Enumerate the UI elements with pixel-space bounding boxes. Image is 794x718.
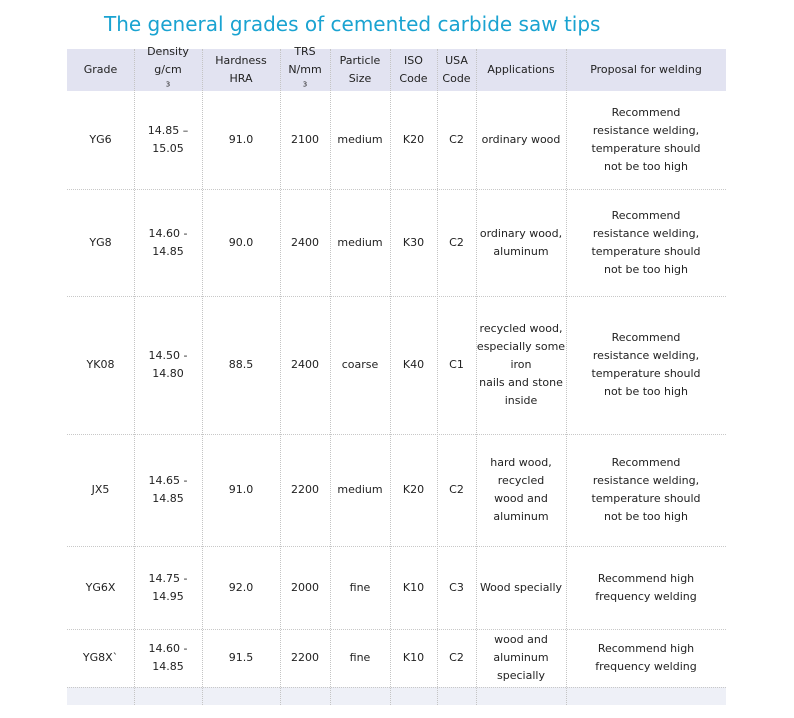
header-line	[399, 70, 427, 88]
welding-text	[591, 104, 700, 176]
density-line: 14.85	[152, 660, 184, 673]
density-line: 14.60 -	[148, 226, 188, 240]
header-weld	[566, 49, 726, 91]
header-trs-text	[288, 43, 321, 97]
header-line	[84, 61, 118, 79]
particle-value: fine	[349, 580, 371, 594]
header-label: TRS	[294, 45, 316, 58]
density-cell	[134, 434, 202, 546]
density-text	[149, 640, 188, 676]
header-app	[476, 49, 566, 91]
hardness-cell	[202, 91, 280, 189]
hardness-cell	[202, 546, 280, 629]
header-line	[399, 52, 427, 70]
iso-cell	[390, 546, 437, 629]
welding-line: temperature should	[591, 244, 701, 258]
applications-line: aluminum	[493, 244, 549, 258]
density-line: 14.85	[152, 492, 184, 505]
header-grade	[67, 49, 134, 91]
welding-cell	[566, 546, 726, 629]
applications-line: wood and aluminum	[493, 492, 549, 523]
usa-cell	[437, 434, 476, 546]
density-cell	[134, 546, 202, 629]
particle-value: coarse	[341, 358, 379, 371]
applications-text	[482, 131, 561, 149]
header-label: Grade	[83, 63, 118, 76]
applications-cell	[476, 546, 566, 629]
welding-line: not be too high	[603, 262, 688, 276]
welding-line: temperature should	[591, 492, 701, 505]
grade-value: YG8	[89, 235, 112, 249]
density-line: 14.85	[152, 244, 184, 258]
header-label: USA	[445, 54, 468, 67]
welding-line: Recommend	[611, 208, 681, 222]
particle-cell	[330, 296, 390, 434]
header-line	[442, 70, 470, 88]
usa-value: C2	[449, 651, 464, 664]
applications-line: especially some iron	[476, 340, 566, 371]
applications-line: ordinary wood	[481, 133, 561, 146]
header-label: N/mm	[288, 63, 322, 76]
grade-value: YG8X`	[82, 651, 119, 664]
usa-value: C2	[449, 133, 464, 146]
hardness-value: 92.0	[228, 580, 254, 594]
iso-value: K30	[402, 235, 425, 249]
header-usa	[437, 49, 476, 91]
welding-text	[591, 207, 700, 279]
welding-cell	[566, 296, 726, 434]
trs-value: 2400	[291, 358, 319, 371]
density-line: 15.05	[152, 142, 184, 155]
applications-line: ordinary wood,	[479, 226, 563, 240]
grade-cell	[67, 434, 134, 546]
header-app-text	[487, 61, 554, 79]
applications-cell	[476, 91, 566, 189]
welding-line: not be too high	[603, 510, 688, 523]
density-line: 14.65 -	[148, 474, 188, 487]
applications-line: recycled wood,	[479, 322, 563, 335]
welding-line: temperature should	[591, 142, 701, 155]
grade-cell	[67, 296, 134, 434]
header-trs	[280, 45, 330, 91]
usa-cell	[437, 189, 476, 296]
density-text	[148, 122, 189, 158]
usa-cell	[437, 296, 476, 434]
applications-text	[476, 320, 566, 410]
row-divider	[67, 687, 726, 688]
welding-line: not be too high	[603, 385, 688, 398]
iso-value: K10	[402, 651, 425, 664]
welding-line: Recommend	[611, 456, 681, 469]
welding-text	[595, 640, 696, 676]
grade-value: JX5	[91, 483, 110, 496]
welding-line: Recommend high	[597, 571, 695, 585]
welding-cell	[566, 434, 726, 546]
hardness-cell	[202, 189, 280, 296]
usa-value: C2	[449, 235, 464, 249]
page-title: The general grades of cemented carbide saw tips	[104, 12, 601, 36]
header-iso	[390, 49, 437, 91]
table-bottom-band	[67, 687, 726, 705]
particle-cell	[330, 629, 390, 687]
grade-value: YG6X	[85, 580, 116, 594]
trs-value: 2100	[291, 133, 319, 146]
header-density-text	[147, 43, 189, 97]
welding-cell	[566, 629, 726, 687]
iso-cell	[390, 189, 437, 296]
density-line: 14.75 -	[148, 571, 188, 585]
density-cell	[134, 296, 202, 434]
header-weld-text	[590, 61, 702, 79]
header-superscript: 3	[302, 80, 308, 89]
applications-cell	[476, 434, 566, 546]
welding-line: Recommend high	[597, 642, 695, 655]
hardness-value: 91.0	[228, 483, 254, 496]
header-line	[442, 52, 470, 70]
hardness-cell	[202, 296, 280, 434]
header-grade-text	[84, 61, 118, 79]
density-text	[149, 472, 188, 508]
hardness-value: 88.5	[228, 358, 254, 371]
applications-line: specially	[497, 669, 545, 682]
welding-line: frequency welding	[595, 589, 697, 603]
density-line: 14.80	[152, 367, 184, 380]
trs-value: 2400	[291, 235, 319, 249]
welding-cell	[566, 189, 726, 296]
welding-cell	[566, 91, 726, 189]
density-cell	[134, 189, 202, 296]
header-label: HRA	[229, 72, 253, 85]
welding-line: frequency welding	[595, 660, 697, 673]
applications-line: wood and aluminum	[493, 633, 549, 664]
particle-value: medium	[337, 235, 383, 249]
header-label: Density	[147, 45, 189, 58]
density-text	[149, 225, 188, 261]
grade-value: YG6	[89, 133, 112, 146]
header-particle-text	[340, 52, 381, 88]
trs-value: 2200	[291, 651, 319, 664]
particle-cell	[330, 546, 390, 629]
header-hardness	[202, 49, 280, 91]
applications-cell	[476, 296, 566, 434]
header-line	[215, 70, 267, 88]
grade-cell	[67, 189, 134, 296]
density-line: 14.60 -	[148, 642, 188, 655]
welding-line: resistance welding,	[592, 474, 700, 487]
welding-text	[591, 454, 700, 526]
trs-value: 2000	[291, 580, 319, 594]
welding-line: Recommend	[611, 106, 681, 119]
particle-value: medium	[337, 133, 383, 146]
iso-value: K10	[402, 580, 425, 594]
applications-text	[480, 225, 562, 261]
welding-line: Recommend	[611, 331, 681, 344]
header-label: Proposal for welding	[590, 63, 702, 76]
header-line	[147, 43, 189, 61]
applications-line: nails and stone inside	[479, 376, 563, 407]
density-cell	[134, 91, 202, 189]
applications-cell	[476, 189, 566, 296]
iso-value: K20	[402, 133, 425, 146]
welding-line: not be too high	[603, 160, 688, 173]
trs-cell	[280, 434, 330, 546]
header-hardness-text	[215, 52, 267, 88]
iso-cell	[390, 91, 437, 189]
hardness-cell	[202, 434, 280, 546]
header-label: Code	[399, 72, 428, 85]
usa-cell	[437, 629, 476, 687]
header-label: g/cm	[154, 63, 182, 76]
density-text	[149, 347, 188, 383]
applications-cell	[476, 629, 566, 687]
iso-value: K20	[402, 483, 425, 496]
iso-cell	[390, 629, 437, 687]
grade-cell	[67, 546, 134, 629]
welding-line: resistance welding,	[592, 124, 700, 137]
hardness-value: 91.5	[228, 651, 254, 664]
header-label: Code	[442, 72, 471, 85]
header-label: Applications	[487, 63, 555, 76]
carbide-grades-table	[67, 45, 726, 705]
header-particle	[330, 49, 390, 91]
trs-cell	[280, 91, 330, 189]
welding-line: temperature should	[591, 367, 701, 380]
particle-cell	[330, 434, 390, 546]
particle-cell	[330, 91, 390, 189]
applications-text	[480, 579, 562, 597]
usa-cell	[437, 91, 476, 189]
applications-line: hard wood, recycled	[490, 456, 552, 487]
header-line	[288, 43, 321, 61]
trs-cell	[280, 189, 330, 296]
usa-value: C3	[449, 580, 464, 594]
iso-cell	[390, 296, 437, 434]
trs-cell	[280, 629, 330, 687]
header-line	[340, 52, 381, 70]
header-line	[215, 52, 267, 70]
density-line: 14.50 -	[148, 349, 188, 362]
hardness-value: 91.0	[228, 133, 254, 146]
usa-value: C1	[449, 358, 464, 371]
trs-cell	[280, 296, 330, 434]
particle-value: fine	[349, 651, 371, 664]
header-iso-text	[399, 52, 427, 88]
welding-line: resistance welding,	[592, 226, 700, 240]
density-cell	[134, 629, 202, 687]
density-line: 14.85 –	[147, 124, 189, 137]
applications-text	[476, 454, 566, 526]
header-line	[340, 70, 381, 88]
usa-value: C2	[449, 483, 464, 496]
applications-line: Wood specially	[479, 580, 563, 594]
trs-cell	[280, 546, 330, 629]
welding-text	[591, 329, 700, 401]
grade-cell	[67, 91, 134, 189]
header-line	[590, 61, 702, 79]
header-usa-text	[442, 52, 470, 88]
grade-cell	[67, 629, 134, 687]
header-label: Size	[348, 72, 372, 85]
header-label: Particle	[339, 54, 381, 67]
usa-cell	[437, 546, 476, 629]
density-line: 14.95	[152, 589, 184, 603]
header-line	[487, 61, 554, 79]
particle-value: medium	[337, 483, 383, 496]
welding-line: resistance welding,	[592, 349, 700, 362]
welding-text	[595, 570, 696, 606]
header-density	[134, 45, 202, 91]
trs-value: 2200	[291, 483, 319, 496]
applications-text	[476, 631, 566, 685]
iso-cell	[390, 434, 437, 546]
hardness-cell	[202, 629, 280, 687]
header-label: ISO	[404, 54, 423, 67]
particle-cell	[330, 189, 390, 296]
iso-value: K40	[402, 358, 425, 371]
grade-value: YK08	[86, 358, 115, 371]
header-superscript: 3	[165, 80, 171, 89]
hardness-value: 90.0	[228, 235, 254, 249]
header-label: Hardness	[215, 54, 267, 67]
density-text	[149, 570, 188, 606]
